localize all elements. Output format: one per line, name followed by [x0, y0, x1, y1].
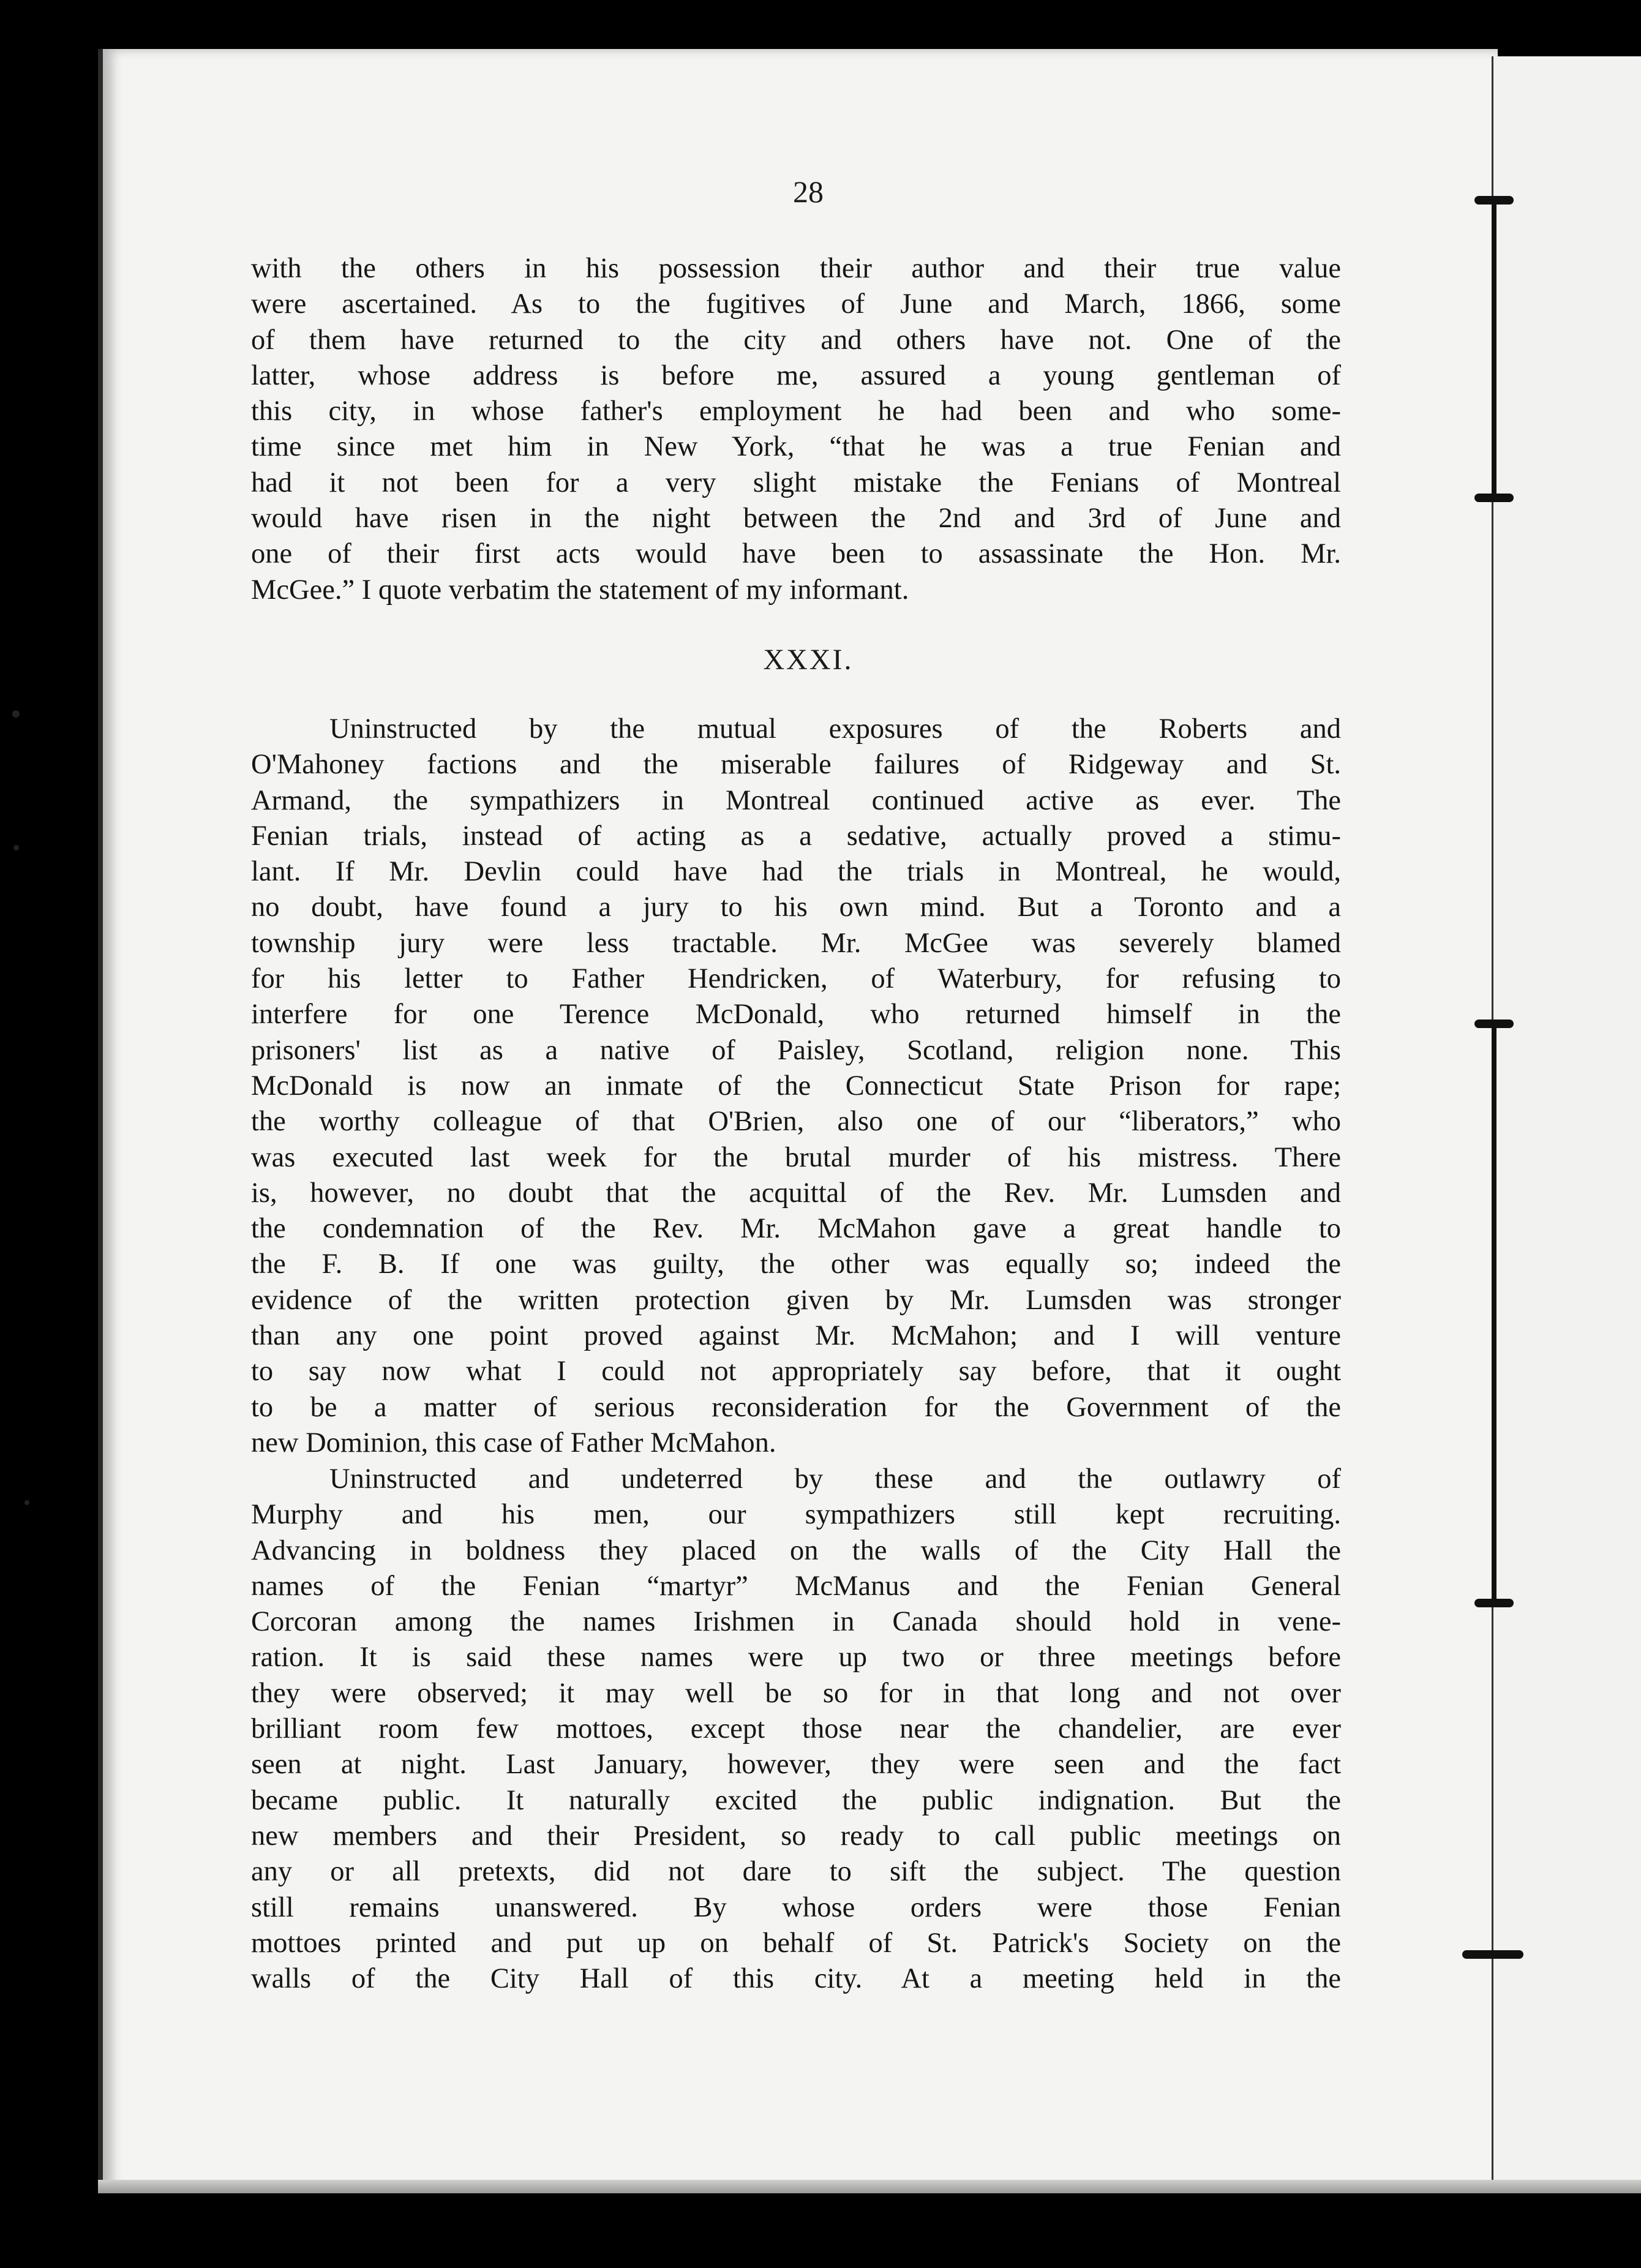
page-bottom-edge	[98, 2180, 1641, 2193]
text-line: interfere for one Terence McDonald, who returned himself in the	[251, 999, 1341, 1031]
text-line: township jury were less tractable. Mr. McGee was severely blamed	[251, 927, 1341, 959]
text-line: became public. It naturally excited the public indignation. But the	[251, 1784, 1341, 1816]
text-line: McGee.” I quote verbatim the statement of my informant.	[251, 574, 909, 606]
text-line: names of the Fenian “martyr” McManus and the Fenian General	[251, 1570, 1341, 1602]
text-line: McDonald is now an inmate of the Connecticut State Prison for rape;	[251, 1070, 1341, 1102]
text-line: the worthy colleague of that O'Brien, also one of our “liberators,” who	[251, 1106, 1341, 1138]
text-line: any or all pretexts, did not dare to sift the subject. The question	[251, 1856, 1341, 1888]
scan-speck	[13, 845, 19, 850]
text-line: they were observed; it may well be so for in that long and not over	[251, 1677, 1341, 1709]
text-line: lant. If Mr. Devlin could have had the trials in Montreal, he would,	[251, 856, 1341, 888]
scan-speck	[12, 710, 20, 718]
text-line: this city, in whose father's employment he had been and who some-	[251, 396, 1341, 427]
text-line: Murphy and his men, our sympathizers still kept recruiting.	[251, 1499, 1341, 1531]
text-line: Armand, the sympathizers in Montreal continued active as ever. The	[251, 784, 1341, 816]
text-line: seen at night. Last January, however, they were seen and the fact	[251, 1749, 1341, 1781]
text-line: had it not been for a very slight mistake the Fenians of Montreal	[251, 467, 1341, 498]
text-line: Uninstructed by the mutual exposures of the Roberts and	[329, 713, 1341, 745]
text-line: for his letter to Father Hendricken, of Waterbury, for refusing to	[251, 963, 1341, 995]
text-line: to say now what I could not appropriately say before, that it ought	[251, 1356, 1341, 1387]
text-line: Uninstructed and undeterred by these and the outlawry of	[329, 1463, 1341, 1495]
paragraph-uninstructed-and-undeterred	[251, 1462, 1341, 1997]
paragraph-uninstructed-by	[251, 712, 1341, 1461]
text-line: the F. B. If one was guilty, the other was equally so; indeed the	[251, 1249, 1341, 1280]
text-line: Advancing in boldness they placed on the walls of the City Hall the	[251, 1534, 1341, 1566]
text-line: one of their first acts would have been to assassinate the Hon. Mr.	[251, 538, 1341, 570]
binding-clip-bottom	[1457, 1950, 1506, 1962]
page-number: 28	[793, 175, 824, 209]
text-line: of them have returned to the city and others have not. One of the	[251, 324, 1341, 356]
text-line: walls of the City Hall of this city. At a meeting held in the	[251, 1963, 1341, 1995]
text-line: Fenian trials, instead of acting as a sedative, actually proved a stimu-	[251, 820, 1341, 852]
text-line: latter, whose address is before me, assured a young gentleman of	[251, 359, 1341, 391]
binding-clip-top	[1470, 196, 1519, 502]
scan-speck	[24, 1500, 29, 1505]
text-line: to be a matter of serious reconsideration for the Government of the	[251, 1391, 1341, 1423]
section-heading: XXXI.	[763, 644, 854, 676]
text-line: new members and their President, so ready to call public meetings on	[251, 1820, 1341, 1852]
text-line: the condemnation of the Rev. Mr. McMahon gave a great handle to	[251, 1213, 1341, 1245]
text-line: was executed last week for the brutal murder of his mistress. There	[251, 1141, 1341, 1173]
text-line: than any one point proved against Mr. McMahon; and I will venture	[251, 1320, 1341, 1352]
text-line: would have risen in the night between the 2nd and 3rd of June and	[251, 503, 1341, 535]
text-line: Corcoran among the names Irishmen in Canada should hold in vene-	[251, 1606, 1341, 1638]
paragraph-continuation	[251, 251, 1341, 608]
binding-clip-middle	[1470, 1019, 1519, 1607]
text-line: O'Mahoney factions and the miserable failures of Ridgeway and St.	[251, 749, 1341, 781]
text-line: evidence of the written protection given by Mr. Lumsden was stronger	[251, 1284, 1341, 1316]
text-line: mottoes printed and put up on behalf of St. Patrick's Society on the	[251, 1927, 1341, 1959]
text-line: still remains unanswered. By whose orders were those Fenian	[251, 1891, 1341, 1923]
text-line: time since met him in New York, “that he was a true Fenian and	[251, 431, 1341, 463]
text-line: with the others in his possession their author and their true value	[251, 253, 1341, 284]
text-line: ration. It is said these names were up two or three meetings before	[251, 1642, 1341, 1673]
text-line: were ascertained. As to the fugitives of June and March, 1866, some	[251, 288, 1341, 320]
text-line: no doubt, have found a jury to his own mind. But a Toronto and a	[251, 892, 1341, 923]
text-line: prisoners' list as a native of Paisley, Scotland, religion none. This	[251, 1034, 1341, 1066]
text-line: is, however, no doubt that the acquittal of the Rev. Mr. Lumsden and	[251, 1177, 1341, 1209]
text-line: brilliant room few mottoes, except those near the chandelier, are ever	[251, 1713, 1341, 1745]
text-line: new Dominion, this case of Father McMahon.	[251, 1427, 776, 1459]
